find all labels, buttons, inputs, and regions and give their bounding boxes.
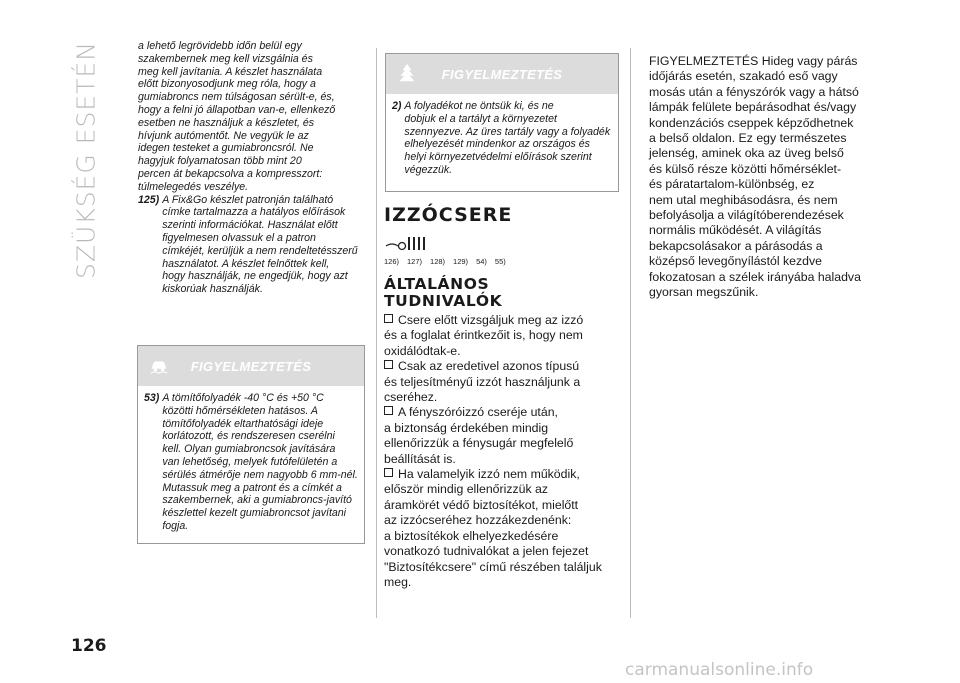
text-line: mosás után a fényszórók vagy a hátsó [649, 84, 859, 99]
text-line: előtt bizonyosodjunk meg róla, hogy a [138, 78, 316, 91]
note-text [162, 194, 357, 296]
text-line: normális működését. A világítás [649, 223, 822, 238]
text-span: ellenőrizzük a fénysugár megfelelő [384, 436, 574, 451]
text-line: a lehető legrövidebb időn belül egy [138, 40, 302, 52]
text-line: készlettel kezelt gumiabroncsot javítani [162, 507, 347, 520]
text-span: áramkörét védő biztosítékot, mielőtt [384, 497, 579, 512]
text-line [384, 498, 618, 513]
text-line: A folyadékot ne öntsük ki, és ne [404, 100, 554, 112]
text-line: hagyjuk folyamatosan több mint 20 [138, 155, 302, 168]
text-span: oxidálódtak-e. [384, 343, 461, 358]
reference-number: 127) [407, 257, 423, 266]
text-line: Mutassuk meg a patront és a címkét a [162, 481, 342, 494]
text-line [384, 513, 618, 528]
text-span: Csere előtt vizsgáljuk meg az izzó [398, 313, 584, 327]
paragraph-continued [138, 40, 366, 194]
text-line [384, 436, 618, 451]
warning-label: 2) [392, 100, 402, 112]
column-divider [630, 48, 631, 618]
page-number: 126 [71, 636, 107, 656]
bullet-square-icon [384, 468, 393, 477]
text-line [384, 328, 618, 343]
text-line: A tömítőfolyadék -40 °C és +50 °C [162, 392, 324, 404]
text-line: a belső oldalon. Ez egy természetes [649, 131, 847, 146]
text-line: gyorsan megszűnik. [649, 285, 759, 300]
body-paragraphs [384, 313, 618, 590]
text-line: hívjunk autómentőt. Ne vegyük le az [138, 129, 309, 142]
warning-box-2 [385, 53, 619, 192]
text-line: percen át bekapcsolva a kompresszort: [138, 167, 323, 180]
text-line: fogja. [162, 519, 189, 532]
text-line [384, 344, 618, 359]
column-1 [138, 40, 366, 296]
text-line: helyi környezetvédelmi előírások szerint [404, 151, 592, 164]
text-line [384, 375, 618, 390]
reference-number: 129) [453, 257, 469, 266]
bullet-square-icon [384, 314, 393, 323]
warning-header [138, 346, 364, 386]
text-line: meg kell javítania. A készlet használata [138, 65, 323, 78]
text-span: és teljesítményű izzót használjunk a [384, 374, 581, 389]
warning-title: FIGYELMEZTETÉS [190, 359, 312, 374]
reference-number: 54) [476, 257, 487, 266]
text-line: kondenzációs cseppek képződhetnek [649, 115, 854, 130]
text-line: tömítőfolyadék eltarthatósági ideje [162, 417, 324, 430]
text-line: és páratartalom-különbség, ez [649, 177, 815, 192]
section-izzocsere [384, 204, 618, 590]
text-line: szakembernek meg kell vizsgálnia és [138, 52, 313, 65]
text-line: kiskorúak használják. [162, 283, 263, 296]
text-line: FIGYELMEZTETÉS Hideg vagy párás [649, 54, 858, 68]
text-line [384, 421, 618, 436]
text-line [384, 482, 618, 497]
text-span: beállítását is. [384, 451, 456, 466]
text-line [384, 544, 618, 559]
text-line: közötti hőmérsékleten hatásos. A [162, 404, 318, 417]
bullet-square-icon [384, 406, 393, 415]
bulb-icon [384, 234, 618, 257]
text-line: középső levegőnyílástól kezdve [649, 254, 822, 269]
reference-number: 55) [494, 257, 506, 266]
text-line: elhelyezését mindenkor az országos és [404, 138, 590, 151]
subheading [384, 276, 618, 309]
warning-text [162, 392, 358, 533]
text-span: Csak az eredetivel azonos típusú [398, 359, 580, 374]
text-line: befolyásolja a világítóberendezések [649, 208, 844, 223]
text-line: címkéjét, kerüljük a nem rendeltetésszerű [162, 244, 358, 257]
text-span: Ha valamelyik izzó nem működik, [398, 467, 580, 482]
text-line: esetben ne használjuk a készletet, és [138, 116, 315, 129]
text-line [384, 560, 618, 575]
bullet-square-icon [384, 360, 393, 369]
text-line: szennyezve. Az üres tartály vagy a folyadék [404, 125, 611, 138]
text-line [384, 390, 618, 405]
text-span: cseréhez. [384, 390, 438, 405]
warning-header [386, 54, 618, 94]
text-line: idegen testeket a gumiabroncsról. Ne [138, 142, 314, 155]
text-line: gumiabroncs nem túlságosan sérült-e, és, [138, 91, 335, 104]
text-line [384, 405, 618, 420]
text-line: nem utal meghibásodásra, és nem [649, 192, 838, 207]
reference-list [384, 257, 618, 266]
subheading-line: ÁLTALÁNOS [384, 275, 490, 293]
text-span: először mindig ellenőrizzük az [384, 482, 549, 497]
column-divider [376, 48, 377, 618]
reference-number: 126) [384, 257, 400, 266]
text-line: dobjuk el a tartályt a környezetet [404, 112, 557, 125]
text-line [384, 359, 618, 374]
footer-watermark: carmanualsonline.info [625, 660, 814, 680]
text-span: az izzócseréhez hozzákezdenénk: [384, 513, 572, 528]
text-span: vonatkozó tudnivalókat a jelen fejezet [384, 544, 589, 559]
note-label: 125) [138, 193, 160, 206]
text-line: szakembernek, aki a gumiabroncs-javító [162, 494, 352, 507]
reference-number: 128) [430, 257, 446, 266]
text-span: és a foglalat érintkezőit is, hogy nem [384, 328, 583, 343]
warning-box-53 [137, 345, 365, 544]
text-line: hogy a felni jó állapotban van-e, ellenkező [138, 103, 336, 116]
text-line: bekapcsolásakor a párásodás a [649, 238, 823, 253]
text-line: jelenség, aminek oka az üveg belső [649, 146, 844, 161]
warning-label: 53) [144, 392, 160, 404]
text-line [384, 575, 618, 590]
subheading-line: TUDNIVALÓK [384, 291, 503, 310]
text-line: sérülés átmérője nem nagyobb 6 mm-nél. [162, 468, 358, 481]
text-line [384, 452, 618, 467]
text-line: van lehetőség, melyek futófelületén a [162, 455, 338, 468]
text-line: lámpák felülete bepárásodhat és/vagy [649, 100, 857, 115]
text-line: fokozatosan a szélek irányába haladva [649, 269, 861, 284]
text-span: meg. [384, 574, 412, 589]
text-line: korlátozott, és rendszeresen cserélni [162, 430, 335, 443]
warning-text [404, 100, 610, 177]
text-line: végezzük. [404, 163, 453, 176]
text-line: és külső része közötti hőmérséklet- [649, 161, 842, 176]
text-span: a biztosítékok elhelyezkedésére [384, 528, 559, 543]
text-line: szerinti információkat. Használat előtt [162, 219, 338, 232]
text-line: használatot. A készlet felnőttek kell, [162, 257, 330, 270]
text-line: figyelmesen olvassuk el a patron [162, 231, 316, 244]
text-line [384, 529, 618, 544]
text-line [384, 313, 618, 328]
text-span: a biztonság érdekében mindig [384, 420, 549, 435]
text-line: kell. Olyan gumiabroncsok javítására [162, 443, 336, 456]
section-heading: IZZÓCSERE [384, 204, 513, 226]
chapter-side-title: SZÜKSÉG ESETÉN [71, 41, 101, 279]
warning-title: FIGYELMEZTETÉS [441, 67, 563, 82]
text-line: túlmelegedés veszélye. [138, 180, 249, 193]
text-span: A fényszóróizzó cseréje után, [398, 405, 558, 420]
text-line [384, 467, 618, 482]
text-line: hogy használják, ne engedjük, hogy azt [162, 270, 348, 283]
text-span: "Biztosítékcsere" című részében találjuk [384, 559, 602, 574]
text-line: címke tartalmazza a hatályos előírások [162, 206, 346, 219]
note-125 [138, 194, 366, 296]
column-3-paragraph [649, 54, 881, 301]
text-line: időjárás esetén, szakadó eső vagy [649, 69, 838, 84]
text-line: A Fix&Go készlet patronján található [162, 193, 334, 206]
